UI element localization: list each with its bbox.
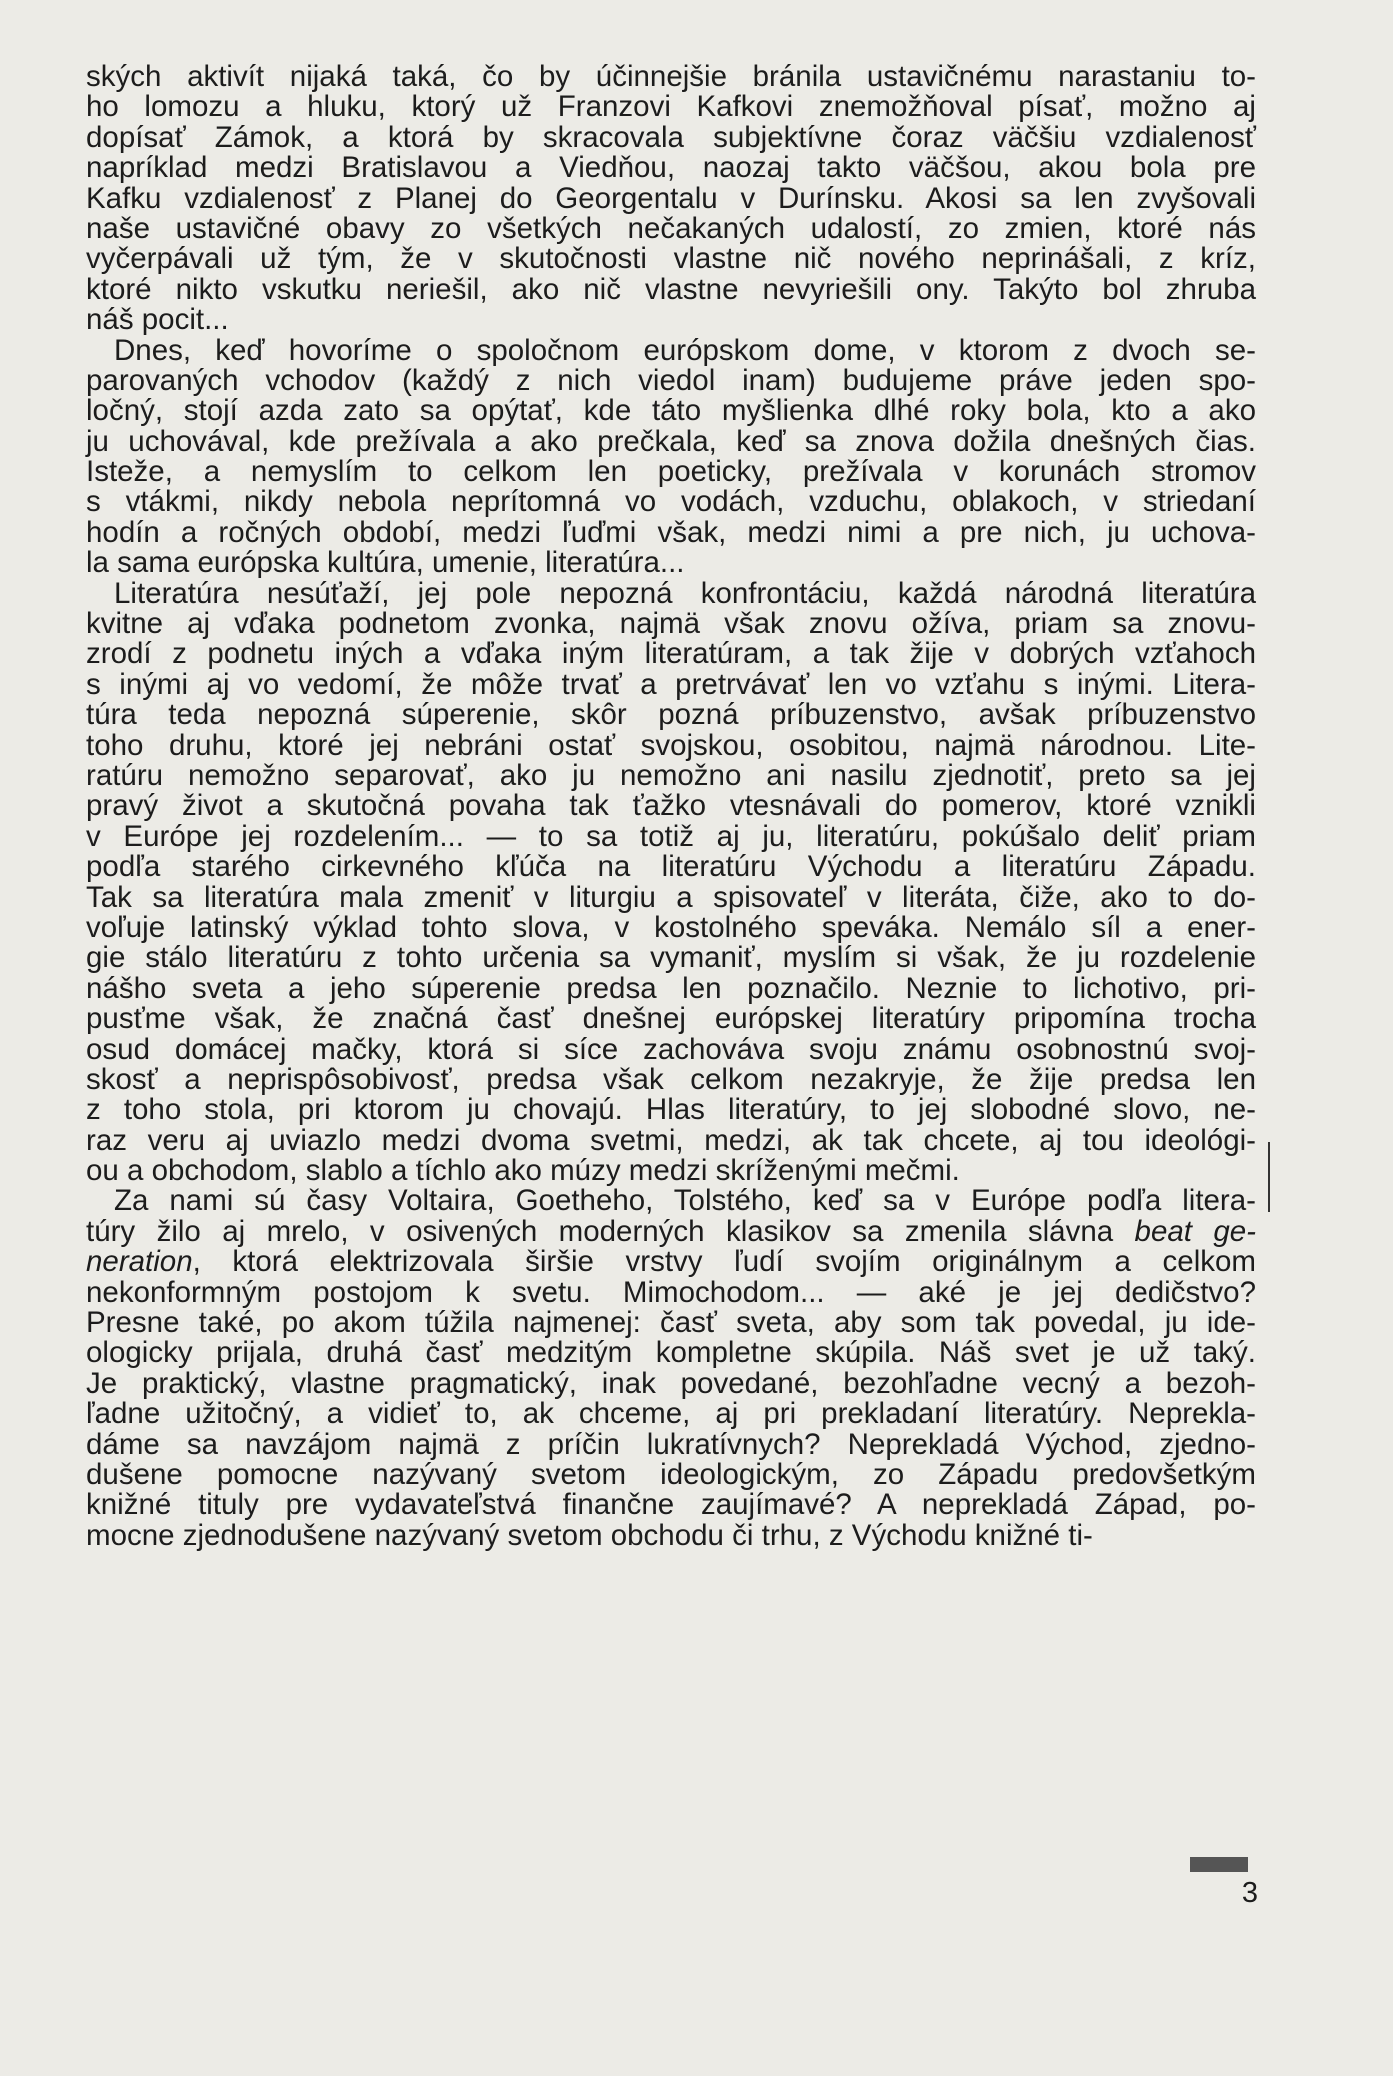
text-line: dopísať Zámok, a ktorá by skracovala subjektívne čoraz väčšiu vzdialenosť <box>86 120 1256 154</box>
text-line: hodín a ročných období, medzi ľuďmi však, medzi nimi a pre nich, ju uchova- <box>86 515 1256 549</box>
text-line: napríklad medzi Bratislavou a Viedňou, naozaj takto väčšou, akou bola pre <box>86 151 1256 185</box>
paragraph <box>86 576 1256 1188</box>
text-line: ratúru nemožno separovať, ako ju nemožno ani nasilu zjednotiť, preto sa jej <box>86 758 1256 792</box>
paragraph <box>86 62 1256 336</box>
text-line: ju uchovával, kde prežívala a ako prečkala, keď sa znova dožila dnešných čias. <box>86 424 1256 458</box>
text-line: kvitne aj vďaka podnetom zvonka, najmä však znovu ožíva, priam sa znovu- <box>86 607 1256 641</box>
paragraph <box>86 1186 1256 1551</box>
text-line: skosť a neprispôsobivosť, predsa však celkom nezakryje, že žije predsa len <box>86 1062 1256 1096</box>
text-line: parovaných vchodov (každý z nich viedol inam) budujeme práve jeden spo- <box>86 363 1256 397</box>
text-line: Isteže, a nemyslím to celkom len poeticky, prežívala v korunách stromov <box>86 455 1256 489</box>
text-line: ločný, stojí azda zato sa opýtať, kde táto myšlienka dlhé roky bola, kto a ako <box>86 394 1256 428</box>
text-line: ho lomozu a hluku, ktorý už Franzovi Kafkovi znemožňoval písať, možno aj <box>86 90 1256 124</box>
text-line: raz veru aj uviazlo medzi dvoma svetmi, medzi, ak tak chcete, aj tou ideológi- <box>86 1123 1256 1157</box>
text-line: toho druhu, ktoré jej nebráni ostať svojskou, osobitou, najmä národnou. Lite- <box>86 728 1256 762</box>
text-line: ktoré nikto vskutku neriešil, ako nič vlastne nevyriešili ony. Takýto bol zhruba <box>86 272 1256 306</box>
text-line: ľadne užitočný, a vidieť to, ak chceme, aj pri prekladaní literatúry. Neprekla- <box>86 1397 1256 1431</box>
text-line: v Európe jej rozdelením... — to sa totiž aj ju, literatúru, pokúšalo deliť priam <box>86 819 1256 853</box>
text-line: Literatúra nesúťaží, jej pole nepozná konfrontáciu, každá národná literatúra <box>114 576 1256 610</box>
text-line: ou a obchodom, slablo a tíchlo ako múzy medzi skríženými mečmi. <box>86 1154 960 1188</box>
paragraph <box>86 333 1256 580</box>
text-line: la sama európska kultúra, umenie, literatúra... <box>86 546 685 580</box>
text-line: podľa starého cirkevného kľúča na literatúru Východu a literatúru Západu. <box>86 850 1256 884</box>
text-line: náš pocit... <box>86 303 229 337</box>
text-line: nekonformným postojom k svetu. Mimochodom... — aké je jej dedičstvo? <box>86 1275 1256 1309</box>
text-line: ských aktivít nijaká taká, čo by účinnejšie bránila ustavičnému narastaniu to- <box>86 60 1256 93</box>
text-line: mocne zjednodušene nazývaný svetom obchodu či trhu, z Východu knižné ti- <box>86 1518 1093 1552</box>
text-line: vyčerpávali už tým, že v skutočnosti vlastne nič nového neprinášali, z kríz, <box>86 242 1256 276</box>
text-line: zrodí z podnetu iných a vďaka iným literatúram, a tak žije v dobrých vzťahoch <box>86 637 1256 671</box>
text-line: pravý život a skutočná povaha tak ťažko vtesnávali do pomerov, ktoré vznikli <box>86 789 1256 823</box>
text-line: gie stálo literatúru z tohto určenia sa vymaniť, myslím si však, že ju rozdelenie <box>86 941 1256 975</box>
text-line: Je praktický, vlastne pragmatický, inak povedané, bezohľadne vecný a bezoh- <box>86 1366 1256 1400</box>
text-line: Za nami sú časy Voltaira, Goetheho, Tolstého, keď sa v Európe podľa litera- <box>114 1184 1256 1218</box>
text-line: z toho stola, pri ktorom ju chovajú. Hlas literatúry, to jej slobodné slovo, ne- <box>86 1093 1256 1127</box>
text-line: nášho sveta a jeho súperenie predsa len poznačilo. Neznie to lichotivo, pri- <box>86 971 1256 1005</box>
text-line: túra teda nepozná súperenie, skôr pozná príbuzenstvo, avšak príbuzenstvo <box>86 698 1256 732</box>
text-line: voľuje latinský výklad tohto slova, v kostolného speváka. Nemálo síl a ener- <box>86 910 1256 944</box>
text-line: s inými aj vo vedomí, že môže trvať a pretrvávať len vo vzťahu s inými. Litera- <box>86 667 1256 701</box>
text-line: pusťme však, že značná časť dnešnej európskej literatúry pripomína trocha <box>86 1002 1256 1036</box>
text-line: Kafku vzdialenosť z Planej do Georgentalu v Durínsku. Akosi sa len zvyšovali <box>86 181 1256 215</box>
text-line: Dnes, keď hovoríme o spoločnom európskom dome, v ktorom z dvoch se- <box>114 333 1256 367</box>
body-text <box>86 62 1256 1551</box>
text-line: naše ustavičné obavy zo všetkých nečakaných udalostí, zo zmien, ktoré nás <box>86 211 1256 245</box>
text-line: s vtákmi, nikdy nebola neprítomná vo vodách, vzduchu, oblakoch, v striedaní <box>86 485 1256 519</box>
page-number: 3 <box>1241 1877 1258 1909</box>
text-line: osud domácej mačky, ktorá si síce zachováva svoju známu osobnostnú svoj- <box>86 1032 1256 1066</box>
text-line: dáme sa navzájom najmä z príčin lukratívnych? Neprekladá Východ, zjedno- <box>86 1427 1256 1461</box>
text-line: neration, ktorá elektrizovala širšie vrstvy ľudí svojím originálnym a celkom <box>86 1245 1256 1279</box>
text-line: ologicky prijala, druhá časť medzitým kompletne skúpila. Náš svet je už taký. <box>86 1336 1256 1370</box>
text-line: dušene pomocne nazývaný svetom ideologickým, zo Západu predovšetkým <box>86 1457 1256 1491</box>
text-line: knižné tituly pre vydavateľstvá finančne zaujímavé? A neprekladá Západ, po- <box>86 1488 1256 1522</box>
margin-pencil-mark <box>1268 1142 1270 1212</box>
text-line: Tak sa literatúra mala zmeniť v liturgiu a spisovateľ v literáta, čiže, ako to do- <box>86 880 1256 914</box>
text-line: túry žilo aj mrelo, v osivených moderných klasikov sa zmenila slávna beat ge- <box>86 1214 1256 1248</box>
page-number-marker-bar <box>1190 1857 1248 1872</box>
text-line: Presne také, po akom túžila najmenej: časť sveta, aby som tak povedal, ju ide- <box>86 1306 1256 1340</box>
